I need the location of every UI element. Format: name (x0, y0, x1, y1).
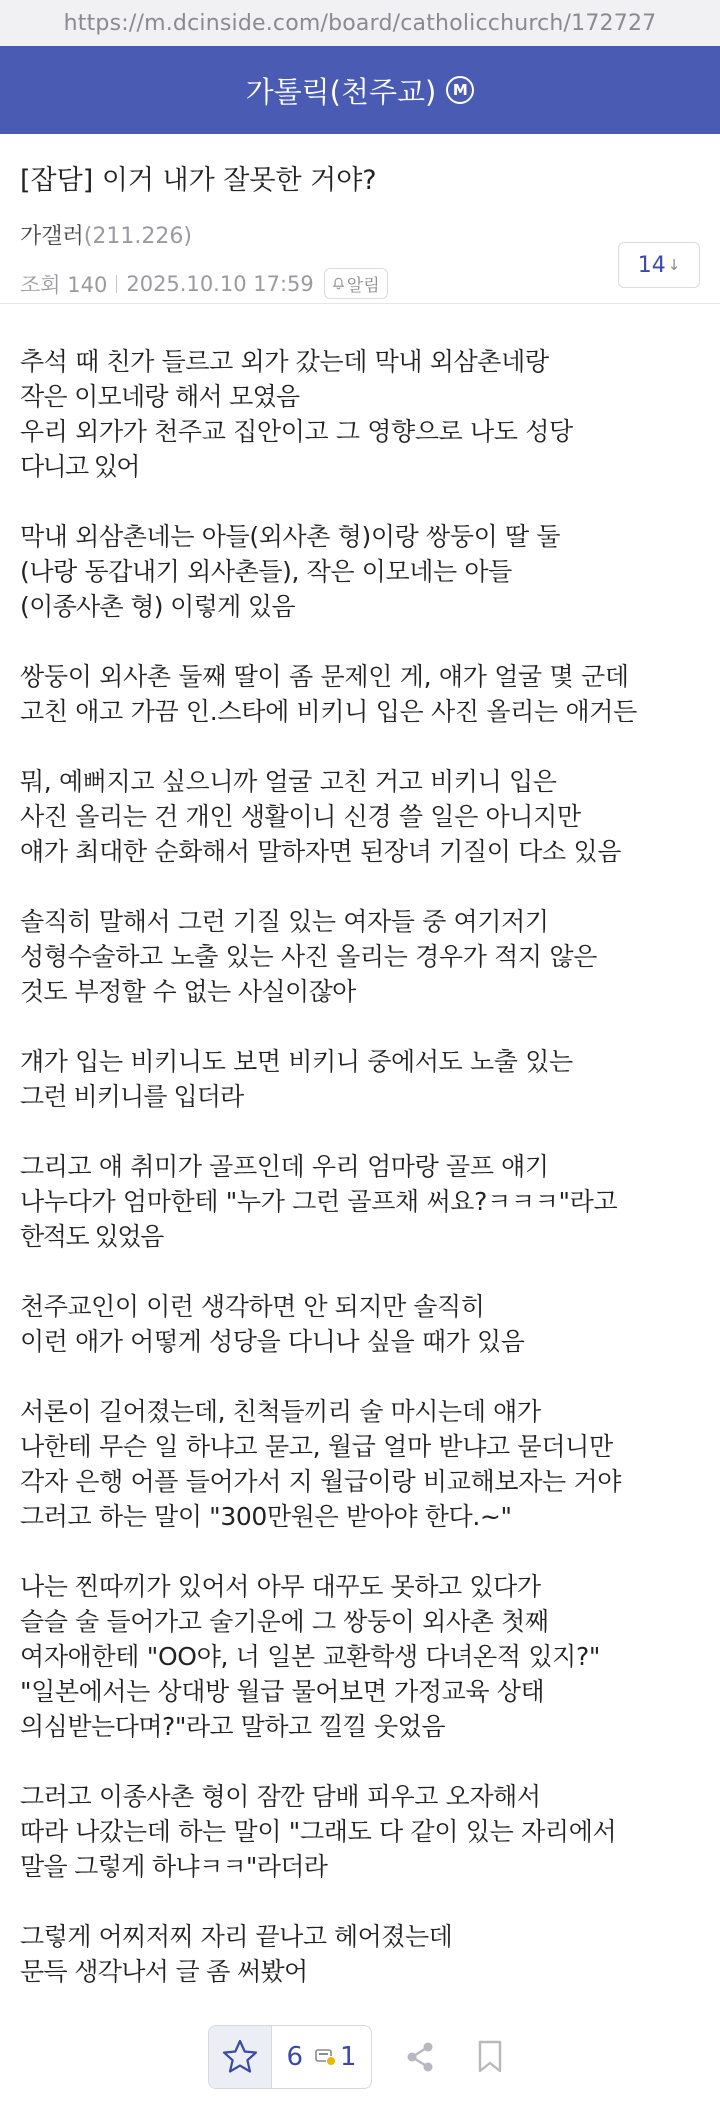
author-ip: (211.226) (83, 224, 192, 249)
content-paragraph (20, 1569, 720, 1744)
content-line: 나는 찐따끼가 있어서 아무 대꾸도 못하고 있다가 (20, 1572, 541, 1601)
content-line: 나한테 무슨 일 하냐고 묻고, 월급 얼마 받냐고 묻더니만 (20, 1432, 613, 1461)
alarm-button[interactable] (324, 268, 388, 299)
content-line: 여자애한테 "OO야, 너 일본 교환학생 다녀온적 있지?" (20, 1642, 601, 1671)
content-paragraph (20, 1149, 720, 1254)
post-content (0, 304, 720, 1989)
content-line: 다니고 있어 (20, 452, 139, 481)
content-line: 한적도 있었음 (20, 1222, 163, 1251)
bell-icon (332, 277, 345, 290)
content-line: 의심받는다며?"라고 말하고 낄낄 웃었음 (20, 1712, 446, 1741)
content-line: 슬슬 술 들어가고 술기운에 그 쌍둥이 외사촌 첫째 (20, 1607, 549, 1636)
minor-gallery-badge-icon: M (446, 76, 474, 104)
content-line: 성형수술하고 노출 있는 사진 올리는 경우가 적지 않은 (20, 942, 597, 971)
fixed-recommend-count: 1 (340, 2042, 357, 2072)
share-icon (403, 2040, 437, 2074)
content-line: 문득 생각나서 글 좀 써봤어 (20, 1957, 308, 1986)
content-line: 고친 애고 가끔 인.스타에 비키니 입은 사진 올리는 애거든 (20, 697, 637, 726)
content-line: 걔가 입는 비키니도 보면 비키니 중에서도 노출 있는 (20, 1047, 573, 1076)
url-text: https://m.dcinside.com/board/catholicchurch/172727 (63, 10, 657, 36)
content-paragraph (20, 1289, 720, 1359)
post-datetime: 2025.10.10 17:59 (126, 271, 314, 296)
content-paragraph (20, 519, 720, 624)
content-line: 나누다가 엄마한테 "누가 그런 골프채 써요?ㅋㅋㅋ"라고 (20, 1187, 618, 1216)
author-nickname: 가갤러 (20, 224, 84, 249)
recommend-button[interactable] (209, 2026, 272, 2088)
content-line: (이종사촌 형) 이렇게 있음 (20, 592, 295, 621)
meta-divider (116, 275, 117, 293)
comment-jump-button[interactable] (618, 242, 700, 288)
content-line: 그리고 얘 취미가 골프인데 우리 엄마랑 골프 얘기 (20, 1152, 549, 1181)
alarm-label: 알림 (346, 276, 380, 296)
post-author[interactable] (20, 219, 700, 250)
content-line: 작은 이모네랑 해서 모였음 (20, 382, 300, 411)
content-line: 그러고 하는 말이 "300만원은 받아야 한다.~" (20, 1502, 512, 1531)
content-line: 각자 은행 어플 들어가서 지 월급이랑 비교해보자는 거야 (20, 1467, 622, 1496)
content-line: 쌍둥이 외사촌 둘째 딸이 좀 문제인 게, 얘가 얼굴 몇 군데 (20, 662, 629, 691)
content-paragraph (20, 904, 720, 1009)
content-paragraph (20, 1779, 720, 1884)
gallery-header[interactable] (0, 46, 720, 134)
star-icon (220, 2037, 260, 2077)
post-title: [잡담] 이거 내가 잘못한 거야? (20, 165, 377, 196)
comment-count: 14 (637, 252, 666, 278)
content-line: 추석 때 친가 들르고 외가 갔는데 막내 외삼촌네랑 (20, 347, 549, 376)
content-line: 천주교인이 이런 생각하면 안 되지만 솔직히 (20, 1292, 485, 1321)
content-line: (나랑 동갑내기 외사촌들), 작은 이모네는 아들 (20, 557, 512, 586)
bookmark-icon (475, 2039, 505, 2075)
share-button[interactable] (398, 2035, 442, 2079)
post-meta (20, 268, 700, 299)
down-arrow-icon: ↓ (667, 256, 681, 274)
content-line: 이런 애가 어떻게 성당을 다니나 싶을 때가 있음 (20, 1327, 525, 1356)
content-line: 얘가 최대한 순화해서 말하자면 된장녀 기질이 다소 있음 (20, 837, 622, 866)
content-paragraph (20, 1394, 720, 1534)
content-line: 막내 외삼촌네는 아들(외사촌 형)이랑 쌍둥이 딸 둘 (20, 522, 561, 551)
fixed-recommend[interactable] (315, 2042, 371, 2072)
content-paragraph (20, 659, 720, 729)
content-line: "일본에서는 상대방 월급 물어보면 가정교육 상태 (20, 1677, 545, 1706)
content-line: 그런 비키니를 입더라 (20, 1082, 244, 1111)
content-line: 말을 그렇게 하냐ㅋㅋ"라더라 (20, 1852, 328, 1881)
view-count: 조회 140 (20, 272, 108, 297)
content-line: 그러고 이종사촌 형이 잠깐 담배 피우고 오자해서 (20, 1782, 541, 1811)
content-line: 그렇게 어찌저찌 자리 끝나고 헤어졌는데 (20, 1922, 453, 1951)
content-line: 사진 올리는 건 개인 생활이니 신경 쓸 일은 아니지만 (20, 802, 581, 831)
content-paragraph (20, 1044, 720, 1114)
post-header (0, 134, 720, 304)
content-line: 것도 부정할 수 없는 사실이잖아 (20, 977, 356, 1006)
recommend-count: 6 (286, 2042, 303, 2072)
scrap-button[interactable] (468, 2035, 512, 2079)
content-paragraph (20, 344, 720, 484)
gallery-name: 가톨릭(천주교) (245, 74, 437, 109)
content-line: 뭐, 예뻐지고 싶으니까 얼굴 고친 거고 비키니 입은 (20, 767, 557, 796)
content-paragraph (20, 764, 720, 869)
content-paragraph (20, 1919, 720, 1989)
content-line: 우리 외가가 천주교 집안이고 그 영향으로 나도 성당 (20, 417, 573, 446)
recommend-box (208, 2025, 371, 2089)
fixed-user-recommend-icon (315, 2047, 337, 2067)
post-action-bar (0, 2022, 720, 2092)
content-line: 따라 나갔는데 하는 말이 "그래도 다 같이 있는 자리에서 (20, 1817, 617, 1846)
content-line: 서론이 길어졌는데, 친척들끼리 술 마시는데 얘가 (20, 1397, 541, 1426)
content-line: 솔직히 말해서 그런 기질 있는 여자들 중 여기저기 (20, 907, 549, 936)
browser-url-bar[interactable] (0, 0, 720, 46)
